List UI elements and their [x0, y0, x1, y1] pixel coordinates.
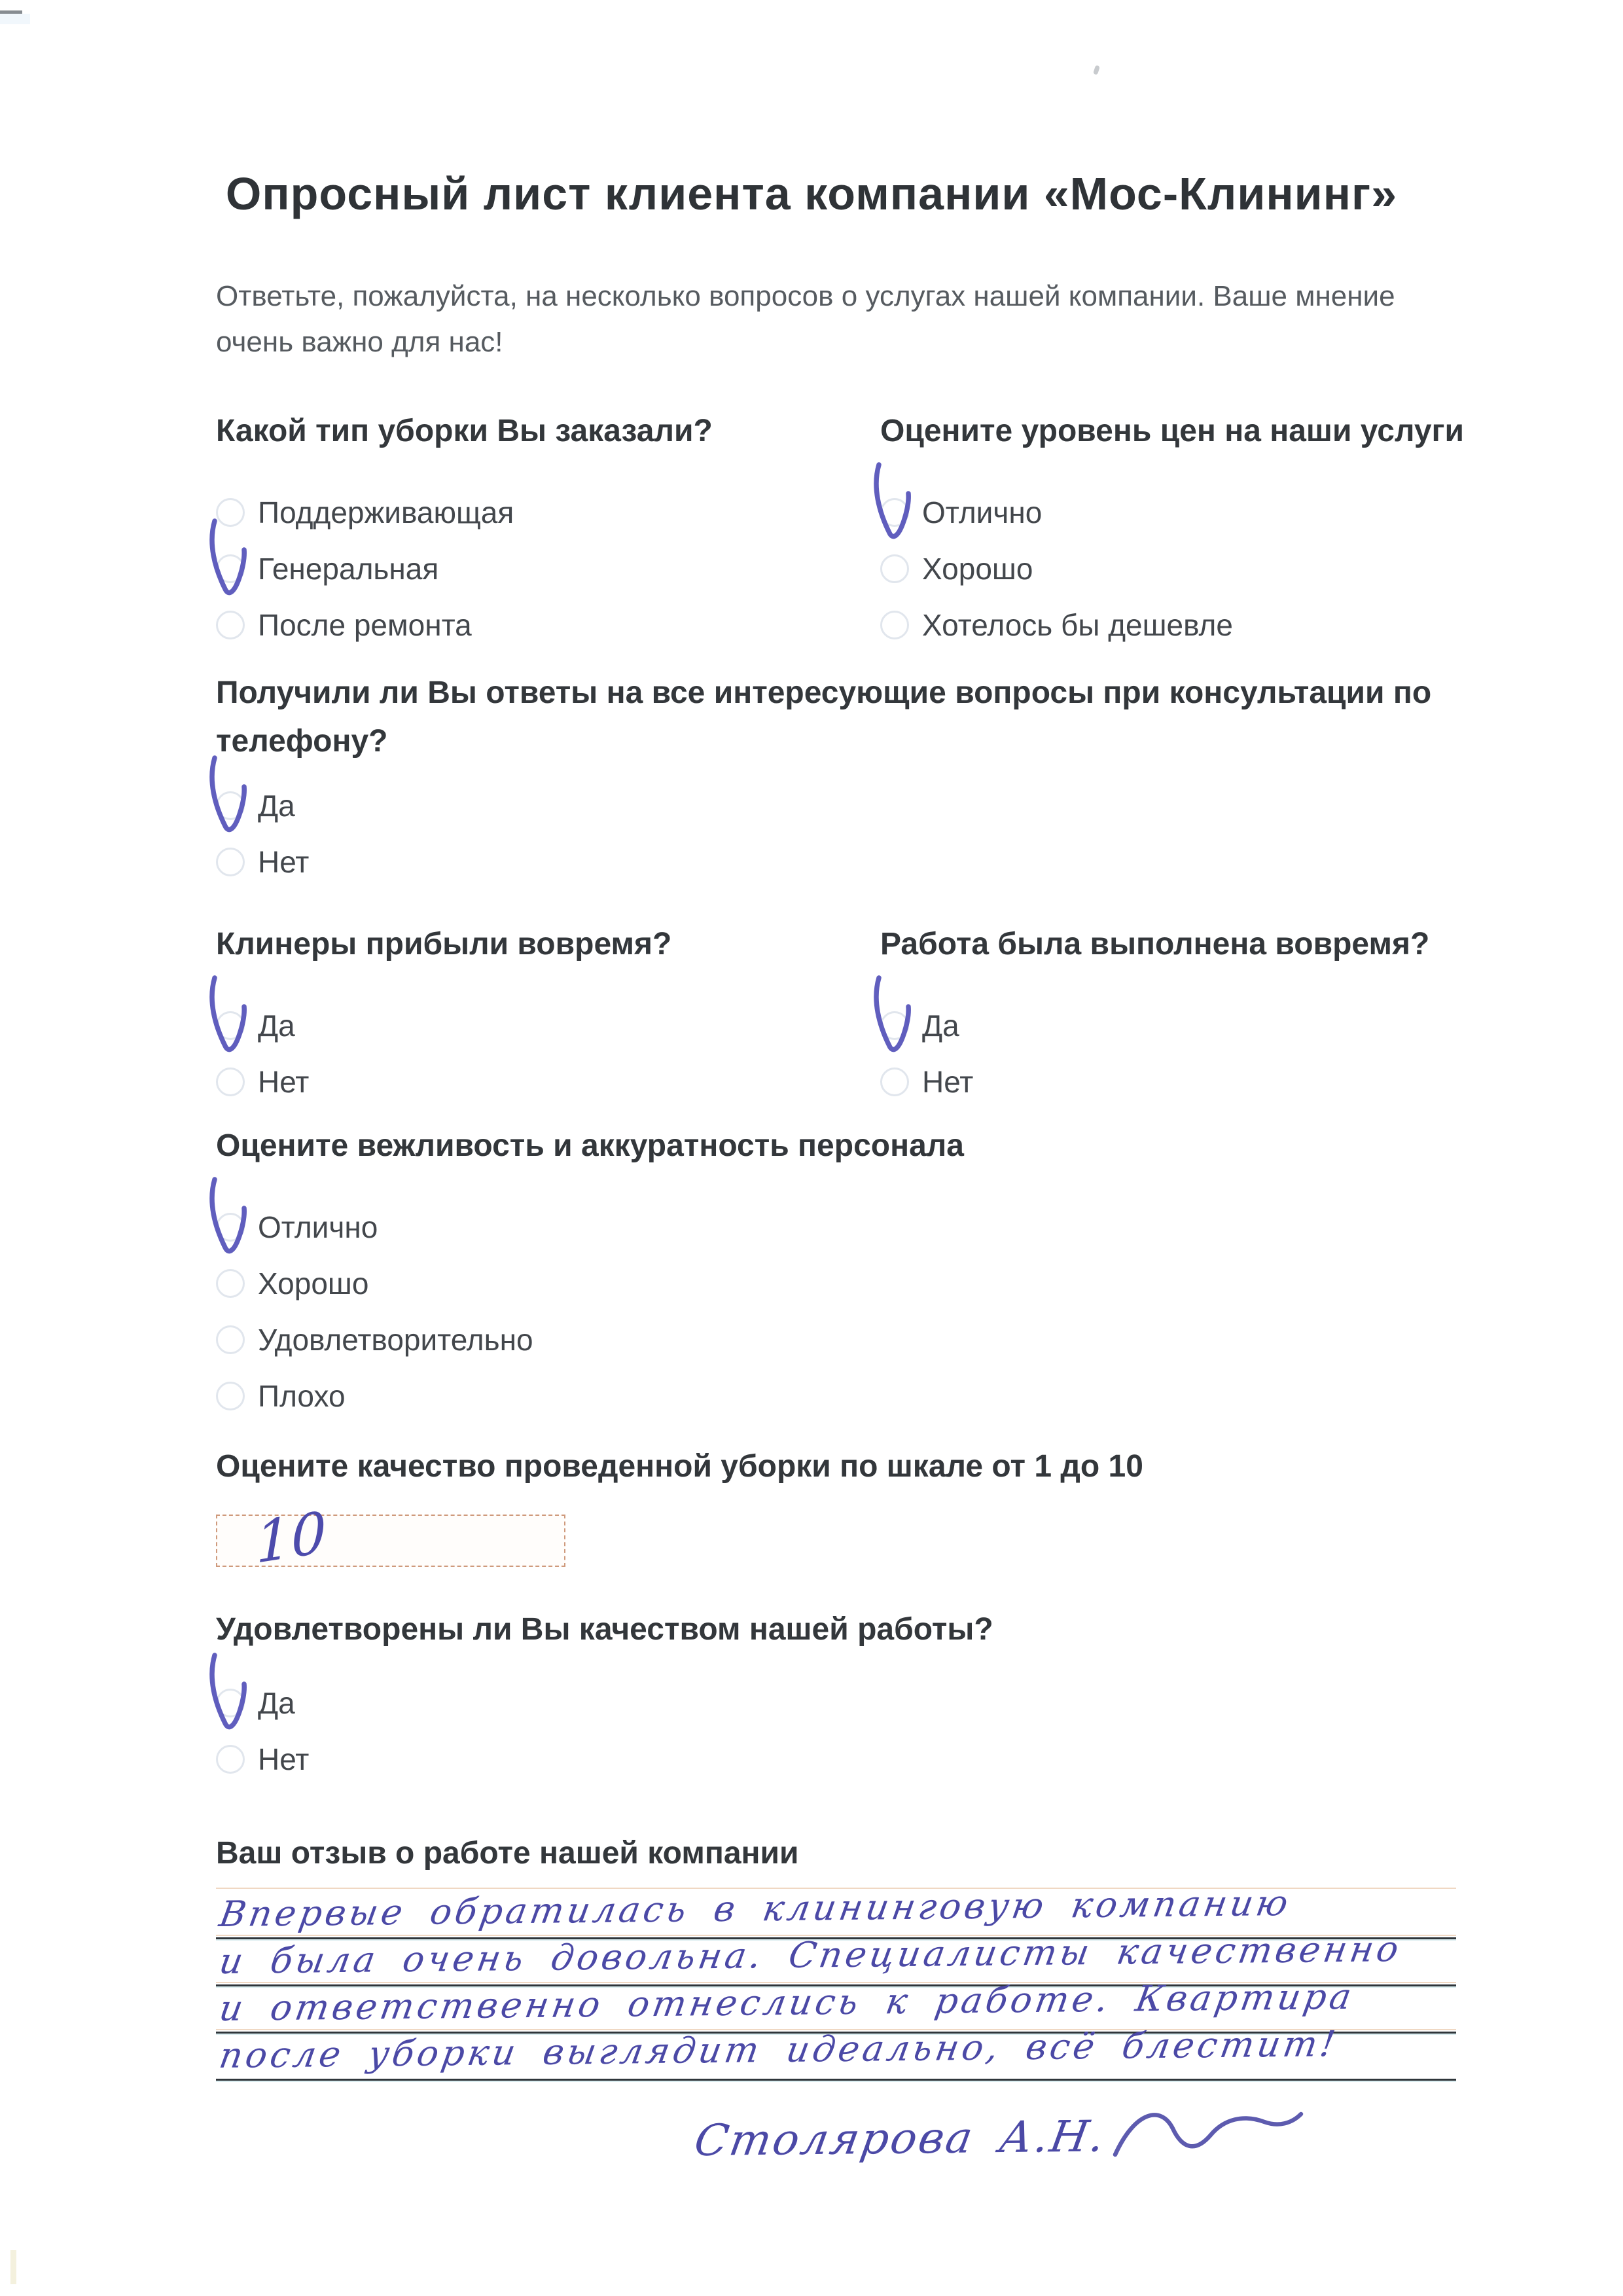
options-list	[880, 997, 1548, 1110]
radio-option[interactable]	[880, 1054, 1548, 1110]
radio-button[interactable]	[216, 1011, 245, 1040]
radio-button[interactable]	[216, 1325, 245, 1354]
radio-option[interactable]	[216, 1199, 1067, 1255]
question-label: Работа была выполнена вовремя?	[880, 927, 1430, 961]
question-label: Оцените качество проведенной уборки по шкале от 1 до 10	[216, 1449, 1143, 1484]
option-label: Да	[258, 789, 295, 823]
radio-button[interactable]	[216, 554, 245, 583]
option-label: Генеральная	[258, 552, 439, 586]
radio-button[interactable]	[216, 848, 245, 876]
question-cleaning-type	[216, 407, 857, 653]
radio-option[interactable]	[216, 997, 857, 1054]
radio-option[interactable]	[216, 484, 857, 541]
radio-button[interactable]	[216, 791, 245, 820]
radio-option[interactable]	[216, 1054, 857, 1110]
signature-name: Столярова А.Н.	[690, 2110, 1111, 2166]
question-label: Оцените вежливость и аккуратность персонала	[216, 1128, 964, 1163]
radio-button[interactable]	[216, 1269, 245, 1298]
radio-option[interactable]	[880, 997, 1548, 1054]
option-label: Да	[258, 1686, 295, 1720]
radio-option[interactable]	[216, 1731, 1067, 1787]
radio-option[interactable]	[216, 834, 1466, 890]
question-label: Удовлетворены ли Вы качеством нашей работы?	[216, 1612, 993, 1647]
radio-option[interactable]	[216, 778, 1466, 834]
options-list	[216, 997, 857, 1110]
question-cleaners-on-time	[216, 920, 857, 1110]
question-phone-consult	[216, 669, 1466, 890]
option-label: Хорошо	[258, 1266, 369, 1300]
radio-option[interactable]	[880, 597, 1548, 653]
radio-option[interactable]	[880, 484, 1548, 541]
handwritten-review-line: Впервые обратилась в клининговую компанию	[216, 1882, 1294, 1935]
options-list	[216, 1199, 1067, 1424]
option-label: Отлично	[258, 1210, 378, 1244]
option-label: Хорошо	[922, 552, 1033, 586]
options-list	[216, 1675, 1067, 1787]
question-label: Ваш отзыв о работе нашей компании	[216, 1836, 799, 1871]
option-label: Плохо	[258, 1379, 346, 1413]
radio-option[interactable]	[216, 1255, 1067, 1312]
signature-flourish-icon	[1110, 2100, 1306, 2172]
radio-button[interactable]	[216, 1213, 245, 1242]
radio-button[interactable]	[216, 1067, 245, 1096]
options-list	[216, 484, 857, 653]
question-review	[216, 1829, 1466, 1878]
options-list	[880, 484, 1548, 653]
radio-button[interactable]	[216, 1689, 245, 1717]
radio-button[interactable]	[880, 611, 909, 639]
handwritten-review-line: после уборки выглядит идеально, всё блестит!	[216, 2023, 1342, 2077]
option-label: Удовлетворительно	[258, 1323, 533, 1357]
question-quality-score	[216, 1443, 1263, 1577]
option-label: Отлично	[922, 495, 1043, 529]
radio-button[interactable]	[216, 1382, 245, 1410]
question-label: Оцените уровень цен на наши услуги	[880, 414, 1465, 448]
question-label: Какой тип уборки Вы заказали?	[216, 414, 713, 448]
signature	[690, 2111, 1306, 2172]
question-label: Получили ли Вы ответы на все интересующие вопросы при консультации по телефону?	[216, 675, 1432, 759]
radio-option[interactable]	[216, 1368, 1067, 1424]
radio-button[interactable]	[216, 498, 245, 527]
handwritten-review-line: и ответственно отнеслись к работе. Квартира	[216, 1975, 1358, 2030]
handwritten-score: 10	[255, 1499, 327, 1577]
radio-button[interactable]	[216, 611, 245, 639]
option-label: Да	[922, 1009, 959, 1043]
radio-option[interactable]	[216, 597, 857, 653]
options-list	[216, 778, 1466, 890]
question-work-on-time	[880, 920, 1548, 1110]
radio-button[interactable]	[880, 498, 909, 527]
question-price-level	[880, 407, 1548, 653]
option-label: После ремонта	[258, 608, 472, 642]
radio-button[interactable]	[216, 1745, 245, 1774]
review-ruled-line[interactable]	[216, 2023, 1456, 2081]
option-label: Нет	[922, 1065, 974, 1099]
scan-artifact-speck	[1093, 65, 1100, 75]
option-label: Да	[258, 1009, 295, 1043]
scan-artifact-tint	[0, 14, 30, 24]
radio-option[interactable]	[880, 541, 1548, 597]
radio-button[interactable]	[880, 1011, 909, 1040]
form-title: Опросный лист клиента компании «Мос-Клининг»	[225, 168, 1398, 219]
radio-option[interactable]	[216, 541, 857, 597]
option-label: Хотелось бы дешевле	[922, 608, 1233, 642]
score-input-box[interactable]	[216, 1499, 565, 1577]
scan-artifact-strip	[10, 2250, 16, 2284]
radio-button[interactable]	[880, 1067, 909, 1096]
option-label: Нет	[258, 1065, 310, 1099]
question-satisfied	[216, 1605, 1067, 1787]
question-label: Клинеры прибыли вовремя?	[216, 927, 672, 961]
option-label: Нет	[258, 1742, 310, 1776]
option-label: Поддерживающая	[258, 495, 514, 529]
radio-option[interactable]	[216, 1312, 1067, 1368]
option-label: Нет	[258, 845, 310, 879]
form-intro: Ответьте, пожалуйста, на несколько вопросов о услугах нашей компании. Ваше мнение очень важно для нас!	[216, 280, 1395, 358]
question-staff-politeness	[216, 1122, 1067, 1424]
radio-button[interactable]	[880, 554, 909, 583]
handwritten-review-line: и была очень довольна. Специалисты качественно	[216, 1928, 1405, 1982]
radio-option[interactable]	[216, 1675, 1067, 1731]
